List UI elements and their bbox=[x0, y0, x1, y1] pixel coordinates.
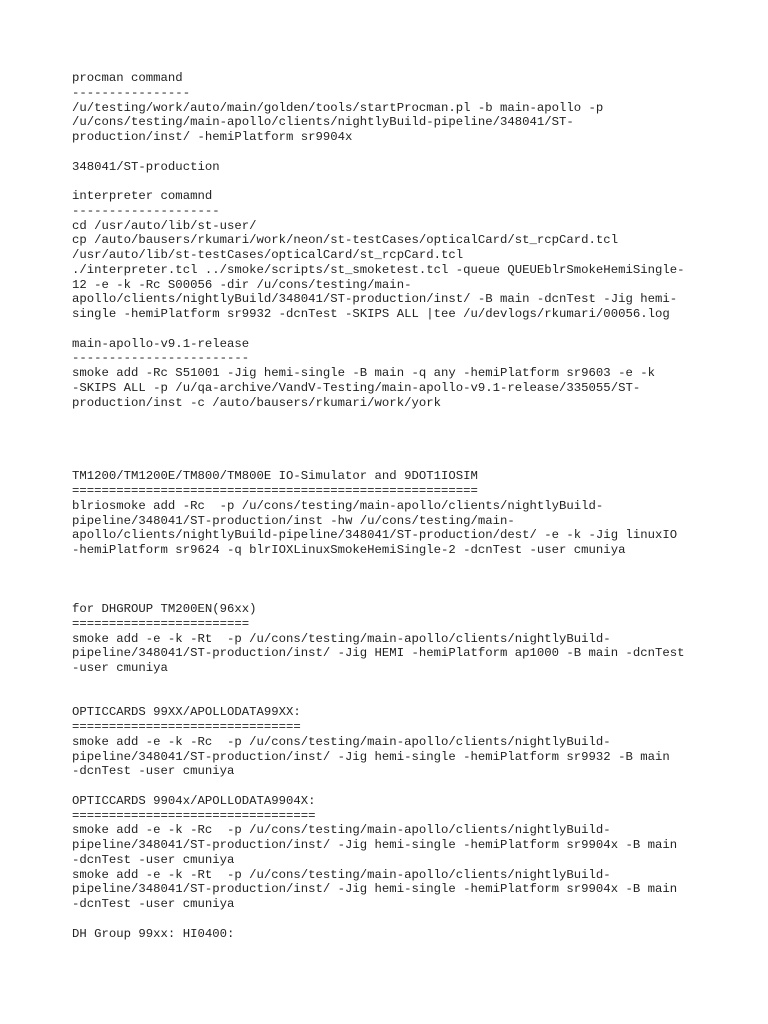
blank-line bbox=[72, 779, 732, 794]
text-line: DH Group 99xx: HI0400: bbox=[72, 926, 235, 941]
blank-line bbox=[72, 676, 732, 691]
text-line: main-apollo-v9.1-release bbox=[72, 336, 250, 351]
text-line: ======================== bbox=[72, 616, 250, 631]
text-line: TM1200/TM1200E/TM800/TM800E IO-Simulator and 9DOT1IOSIM bbox=[72, 469, 478, 484]
text-line: -dcnTest -user cmuniya bbox=[72, 764, 235, 779]
blank-line bbox=[72, 174, 732, 189]
text-line: pipeline/348041/ST-production/inst/ -Jig HEMI -hemiPlatform ap1000 -B main -dcnTest bbox=[72, 646, 685, 661]
text-line: /u/testing/work/auto/main/golden/tools/startProcman.pl -b main-apollo -p bbox=[72, 100, 604, 115]
text-line: apollo/clients/nightlyBuild/348041/ST-production/inst/ -B main -dcnTest -Jig hemi- bbox=[72, 292, 678, 307]
text-line: -hemiPlatform sr9624 -q blrIOXLinuxSmokeHemiSingle-2 -dcnTest -user cmuniya bbox=[72, 543, 626, 557]
text-line: ================================= bbox=[72, 808, 316, 823]
blank-line bbox=[72, 573, 732, 588]
blank-line bbox=[72, 425, 732, 440]
text-line: 348041/ST-production bbox=[72, 159, 220, 174]
text-line: 12 -e -k -Rc S00056 -dir /u/cons/testing/main- bbox=[72, 277, 412, 292]
blank-line bbox=[72, 145, 732, 160]
text-line: pipeline/348041/ST-production/inst/ -Jig hemi-single -hemiPlatform sr9904x -B main bbox=[72, 838, 678, 852]
text-line: cp /auto/bausers/rkumari/work/neon/st-testCases/opticalCard/st_rcpCard.tcl bbox=[72, 233, 619, 248]
blank-line bbox=[72, 587, 732, 602]
text-line: interpreter comamnd bbox=[72, 189, 213, 203]
text-line: single -hemiPlatform sr9932 -dcnTest -SKIPS ALL |tee /u/devlogs/rkumari/00056.log bbox=[72, 307, 670, 321]
text-line: -user cmuniya bbox=[72, 661, 168, 675]
blank-line bbox=[72, 410, 732, 425]
text-line: smoke add -e -k -Rc -p /u/cons/testing/main-apollo/clients/nightlyBuild- bbox=[72, 734, 611, 749]
text-line: -dcnTest -user cmuniya bbox=[72, 897, 235, 911]
text-line: /u/cons/testing/main-apollo/clients/nightlyBuild-pipeline/348041/ST- bbox=[72, 115, 574, 130]
text-line: smoke add -e -k -Rc -p /u/cons/testing/main-apollo/clients/nightlyBuild- bbox=[72, 823, 611, 838]
blank-line bbox=[72, 558, 732, 573]
blank-line bbox=[72, 455, 732, 470]
text-line: production/inst -c /auto/bausers/rkumari/work/york bbox=[72, 395, 441, 410]
text-line: OPTICCARDS 99XX/APOLLODATA99XX: bbox=[72, 705, 301, 720]
text-line: blriosmoke add -Rc -p /u/cons/testing/main-apollo/clients/nightlyBuild- bbox=[72, 498, 604, 513]
blank-line bbox=[72, 322, 732, 337]
text-line: ./interpreter.tcl ../smoke/scripts/st_smoketest.tcl -queue QUEUEblrSmokeHemiSingle- bbox=[72, 262, 685, 277]
text-line: ------------------------ bbox=[72, 351, 250, 366]
blank-line bbox=[72, 440, 732, 455]
text-line: pipeline/348041/ST-production/inst/ -Jig hemi-single -hemiPlatform sr9904x -B main bbox=[72, 882, 678, 897]
text-line: procman command bbox=[72, 71, 183, 85]
text-line: for DHGROUP TM200EN(96xx) bbox=[72, 602, 257, 616]
blank-line bbox=[72, 912, 732, 927]
document-text bbox=[72, 71, 732, 941]
text-line: cd /usr/auto/lib/st-user/ bbox=[72, 218, 257, 233]
text-line: smoke add -e -k -Rt -p /u/cons/testing/main-apollo/clients/nightlyBuild- bbox=[72, 867, 611, 882]
blank-line bbox=[72, 691, 732, 706]
text-line: /usr/auto/lib/st-testCases/opticalCard/st_rcpCard.tcl bbox=[72, 248, 464, 262]
text-line: ======================================================= bbox=[72, 484, 478, 498]
text-line: smoke add -e -k -Rt -p /u/cons/testing/main-apollo/clients/nightlyBuild- bbox=[72, 631, 611, 646]
text-line: smoke add -Rc S51001 -Jig hemi-single -B main -q any -hemiPlatform sr9603 -e -k bbox=[72, 366, 655, 380]
text-line: OPTICCARDS 9904x/APOLLODATA9904X: bbox=[72, 793, 316, 808]
text-line: ---------------- bbox=[72, 85, 191, 100]
text-line: pipeline/348041/ST-production/inst/ -Jig hemi-single -hemiPlatform sr9932 -B main bbox=[72, 749, 670, 764]
text-line: -------------------- bbox=[72, 203, 220, 218]
text-line: pipeline/348041/ST-production/inst -hw /u/cons/testing/main- bbox=[72, 513, 515, 528]
text-line: -dcnTest -user cmuniya bbox=[72, 852, 235, 867]
text-line: apollo/clients/nightlyBuild-pipeline/348041/ST-production/dest/ -e -k -Jig linuxIO bbox=[72, 528, 678, 543]
text-line: production/inst/ -hemiPlatform sr9904x bbox=[72, 130, 353, 144]
text-line: -SKIPS ALL -p /u/qa-archive/VandV-Testing/main-apollo-v9.1-release/335055/ST- bbox=[72, 380, 641, 395]
text-line: =============================== bbox=[72, 720, 301, 734]
